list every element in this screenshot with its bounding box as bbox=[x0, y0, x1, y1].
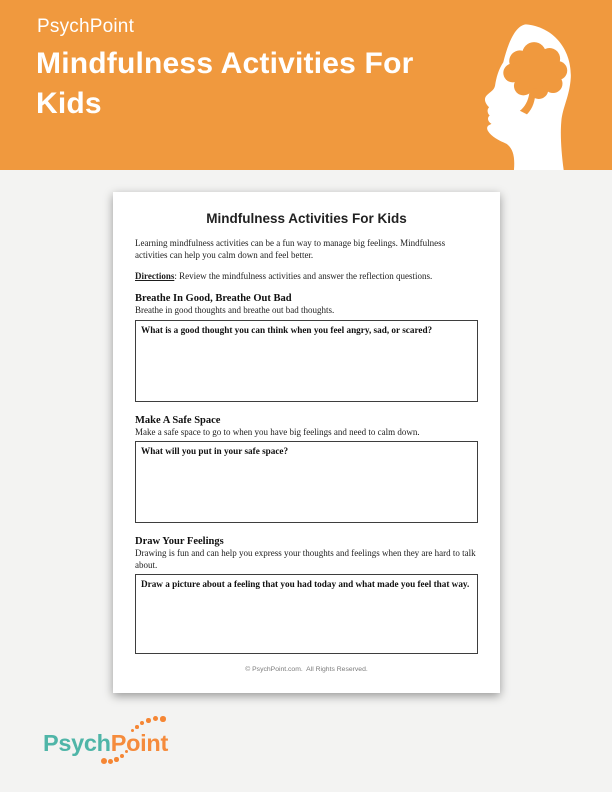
header-banner bbox=[0, 0, 612, 170]
logo-wordmark bbox=[43, 730, 168, 757]
section-description: Breathe in good thoughts and breathe out bad thoughts. bbox=[135, 305, 335, 315]
head-brain-icon bbox=[455, 22, 580, 170]
section-safe-space bbox=[135, 414, 478, 524]
copyright-line: © PsychPoint.com. All Rights Reserved. bbox=[245, 666, 368, 673]
section-heading: Draw Your Feelings bbox=[135, 536, 224, 547]
section-heading: Make A Safe Space bbox=[135, 414, 221, 426]
logo-part-psych: Psych bbox=[43, 730, 111, 756]
worksheet-title: Mindfulness Activities For Kids bbox=[206, 211, 407, 226]
section-draw-feelings bbox=[135, 535, 478, 654]
logo-part-point: Point bbox=[110, 730, 168, 756]
section-description: Drawing is fun and can help you express your thoughts and feelings when they are hard to talk about. bbox=[135, 548, 476, 570]
worksheet-page bbox=[113, 192, 500, 693]
directions-line bbox=[135, 270, 478, 282]
directions-label: Directions bbox=[135, 271, 175, 281]
banner-title: Mindfulness Activities For Kids bbox=[36, 47, 414, 120]
intro-paragraph: Learning mindfulness activities can be a fun way to manage big feelings. Mindfulness activities can help you calm down and feel better. bbox=[135, 238, 446, 260]
section-heading: Breathe In Good, Breathe Out Bad bbox=[135, 293, 292, 304]
answer-box-draw-feelings: Draw a picture about a feeling that you had today and what made you feel that way. bbox=[135, 574, 478, 654]
section-description: Make a safe space to go to when you have big feelings and need to calm down. bbox=[135, 426, 420, 437]
brand-wordmark: PsychPoint bbox=[37, 16, 135, 37]
answer-box-breathe: What is a good thought you can think when you feel angry, sad, or scared? bbox=[135, 320, 478, 402]
answer-box-safe-space: What will you put in your safe space? bbox=[135, 441, 478, 523]
psychpoint-logo bbox=[35, 712, 215, 782]
section-breathe bbox=[135, 292, 478, 402]
directions-text: : Review the mindfulness activities and answer the reflection questions. bbox=[174, 271, 433, 281]
